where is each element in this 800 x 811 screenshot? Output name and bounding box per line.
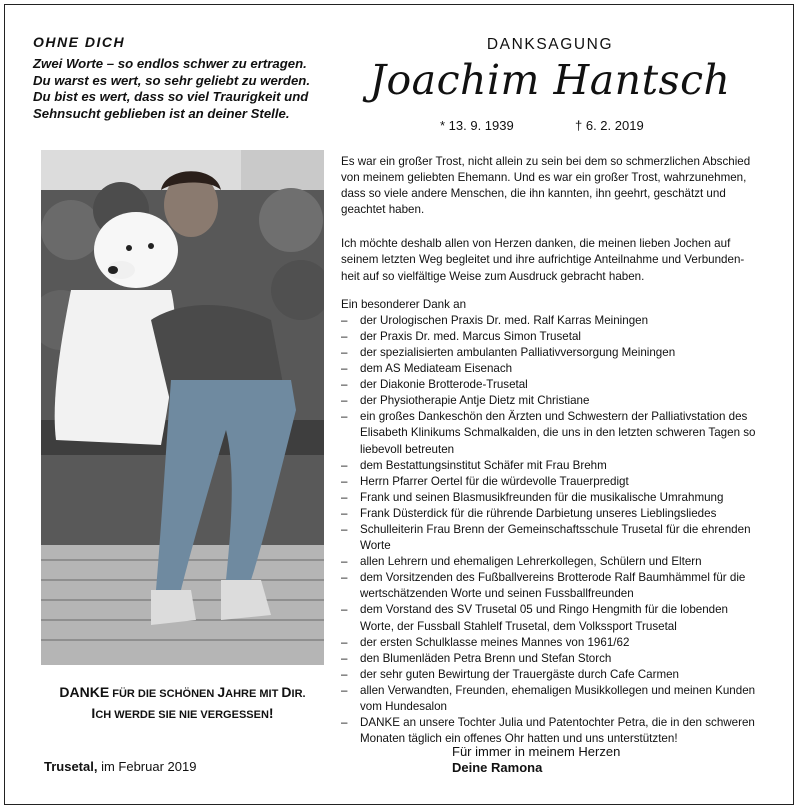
list-dash: –: [341, 522, 348, 536]
list-dash: –: [341, 506, 348, 520]
list-item: [341, 651, 761, 667]
poem-line: Du warst es wert, so sehr geliebt zu werden.: [33, 72, 311, 88]
thanks-text: IR.: [291, 688, 306, 700]
list-item-line: der Physiotherapie Antje Dietz mit Christiane: [360, 394, 590, 408]
danksagung-label: DANKSAGUNG: [486, 36, 614, 53]
list-item-line: Worte, der Fussball Stahlelf Trusetal, dem Volkssport Trusetal: [360, 619, 677, 633]
thanks-text: D: [281, 684, 292, 700]
list-item-line: liebevoll betreuten: [360, 442, 455, 456]
list-item-line: der ersten Schulklasse meines Mannes von 1961/62: [360, 635, 630, 649]
list-item-line: Herrn Pfarrer Oertel für die würdevolle Trauerpredigt: [360, 474, 629, 488]
list-dash: –: [341, 410, 348, 424]
thanks-list: [341, 313, 761, 748]
list-intro: Ein besonderer Dank an: [341, 297, 467, 311]
thanks-text: !: [268, 705, 274, 721]
list-dash: –: [341, 345, 348, 359]
list-item-line: der Praxis Dr. med. Marcus Simon Trusetal: [360, 329, 581, 343]
list-item: [341, 554, 761, 570]
list-dash: –: [341, 667, 348, 681]
text-line: von meinem geliebten Ehemann. Und es war ein großer Trost, wahrzunehmen,: [341, 171, 747, 185]
list-item: [341, 667, 761, 683]
list-item-line: den Blumenläden Petra Brenn und Stefan Storch: [360, 651, 612, 665]
list-item: [341, 570, 761, 602]
date: im Februar 2019: [97, 759, 197, 774]
list-dash: –: [341, 474, 348, 488]
text-line: Ich möchte deshalb allen von Herzen danken, die meinen lieben Jochen auf: [341, 237, 731, 251]
text-line: heit auf so vielfältige Weise zum Ausdruck gebracht haben.: [341, 269, 645, 283]
list-dash: –: [341, 490, 348, 504]
list-dash: –: [341, 635, 348, 649]
list-item: [341, 635, 761, 651]
list-dash: –: [341, 313, 348, 327]
text-line: geachtet haben.: [341, 203, 425, 217]
list-item: [341, 393, 761, 409]
list-item: [341, 377, 761, 393]
thanks-word: DANKE: [59, 684, 110, 700]
list-item-line: dem AS Mediateam Eisenach: [360, 362, 513, 376]
list-item: [341, 409, 761, 457]
thanks-note-line: [30, 683, 335, 704]
list-item: [341, 522, 761, 554]
list-item: [341, 715, 761, 747]
list-item-line: ein großes Dankeschön den Ärzten und Schwestern der Palliativstation des: [360, 410, 748, 424]
closing: [452, 744, 620, 776]
thanks-text: FÜR DIE SCHÖNEN: [109, 688, 218, 700]
list-dash: –: [341, 362, 348, 376]
text-line: dass so viele andere Menschen, die ihn kannten, ihn geehrt, geschätzt und: [341, 187, 726, 201]
closing-line: Für immer in meinem Herzen: [452, 744, 621, 759]
thanks-note-line: [30, 704, 335, 725]
list-item-line: DANKE an unsere Tochter Julia und Patentochter Petra, die in den schweren: [360, 716, 755, 730]
list-item-line: Frank Düsterdick für die rührende Darbietung unseres Lieblingsliedes: [360, 506, 717, 520]
list-item-line: Worte: [360, 539, 391, 553]
thanks-text: J: [217, 684, 226, 700]
list-item-line: der Urologischen Praxis Dr. med. Ralf Karras Meiningen: [360, 313, 649, 327]
list-item: [341, 458, 761, 474]
list-dash: –: [341, 716, 348, 730]
portrait-illustration: [41, 150, 324, 665]
list-dash: –: [341, 458, 348, 472]
list-dash: –: [341, 571, 348, 585]
birth-date: * 13. 9. 1939: [440, 118, 514, 133]
place-date: [44, 759, 196, 774]
list-item-line: allen Verwandten, Freunden, ehemaligen Musikkollegen und meinen Kunden: [360, 683, 756, 697]
poem: [33, 56, 333, 122]
thanks-text: CH WERDE SIE NIE VERGESSEN: [95, 709, 269, 721]
poem-line: Du bist es wert, dass so viel Traurigkeit und: [33, 89, 309, 105]
list-item: [341, 490, 761, 506]
list-item-line: Elisabeth Klinikums Schmalkalden, die uns in den letzten schweren Tagen so: [360, 426, 756, 440]
list-dash: –: [341, 394, 348, 408]
list-item: [341, 361, 761, 377]
list-item: [341, 329, 761, 345]
list-item-line: Monaten täglich ein offenes Ohr hatten und uns unterstützten!: [360, 732, 678, 746]
poem-line: Sehnsucht geblieben ist an deiner Stelle.: [33, 105, 290, 121]
poem-line: Zwei Worte – so endlos schwer zu ertragen.: [33, 56, 307, 71]
list-item-line: Schulleiterin Frau Brenn der Gemeinschaftsschule Trusetal für die ehrenden: [360, 522, 751, 536]
list-item: [341, 683, 761, 715]
list-item: [341, 313, 761, 329]
list-item: [341, 474, 761, 490]
list-item-line: allen Lehrern und ehemaligen Lehrerkollegen, Schülern und Eltern: [360, 555, 702, 569]
list-dash: –: [341, 329, 348, 343]
list-item-line: der sehr guten Bewirtung der Trauergäste durch Cafe Carmen: [360, 667, 679, 681]
text-line: Es war ein großer Trost, nicht allein zu sein bei dem so schmerzlichen Abschied: [341, 155, 751, 168]
death-date: † 6. 2. 2019: [575, 118, 644, 133]
thanks-text-body: [341, 148, 761, 747]
text-line: seinem letzten Weg begleitet und ihre aufrichtige Anteilnahme und Verbunden-: [341, 253, 745, 267]
signature: Deine Ramona: [452, 760, 543, 775]
place: Trusetal,: [44, 759, 98, 774]
list-item: [341, 506, 761, 522]
list-item-line: Frank und seinen Blasmusikfreunden für die musikalische Umrahmung: [360, 490, 724, 504]
list-item: [341, 602, 761, 634]
list-item-line: dem Vorstand des SV Trusetal 05 und Ringo Hengmith für die lobenden: [360, 603, 729, 617]
thanks-note: [30, 683, 335, 725]
list-item-line: dem Vorsitzenden des Fußballvereins Brotterode Ralf Baumhämmel für die: [360, 571, 746, 585]
thanks-text: I: [91, 705, 96, 721]
list-dash: –: [341, 603, 348, 617]
deceased-name: Joachim Hantsch: [369, 56, 731, 104]
list-item-line: der Diakonie Brotterode-Trusetal: [360, 378, 528, 392]
portrait-photo: [41, 150, 324, 665]
list-dash: –: [341, 683, 348, 697]
list-item-line: dem Bestattungsinstitut Schäfer mit Frau Brehm: [360, 458, 607, 472]
list-item-line: vom Hundesalon: [360, 700, 448, 713]
poem-title: OHNE DICH: [33, 34, 126, 50]
list-dash: –: [341, 555, 348, 569]
list-dash: –: [341, 378, 348, 392]
list-item-line: der spezialisierten ambulanten Palliativversorgung Meiningen: [360, 345, 676, 359]
list-dash: –: [341, 651, 348, 665]
thanks-text: AHRE MIT: [225, 688, 282, 700]
list-item: [341, 345, 761, 361]
list-item-line: wertschätzenden Worte und seinen Fussballfreunden: [360, 587, 634, 601]
